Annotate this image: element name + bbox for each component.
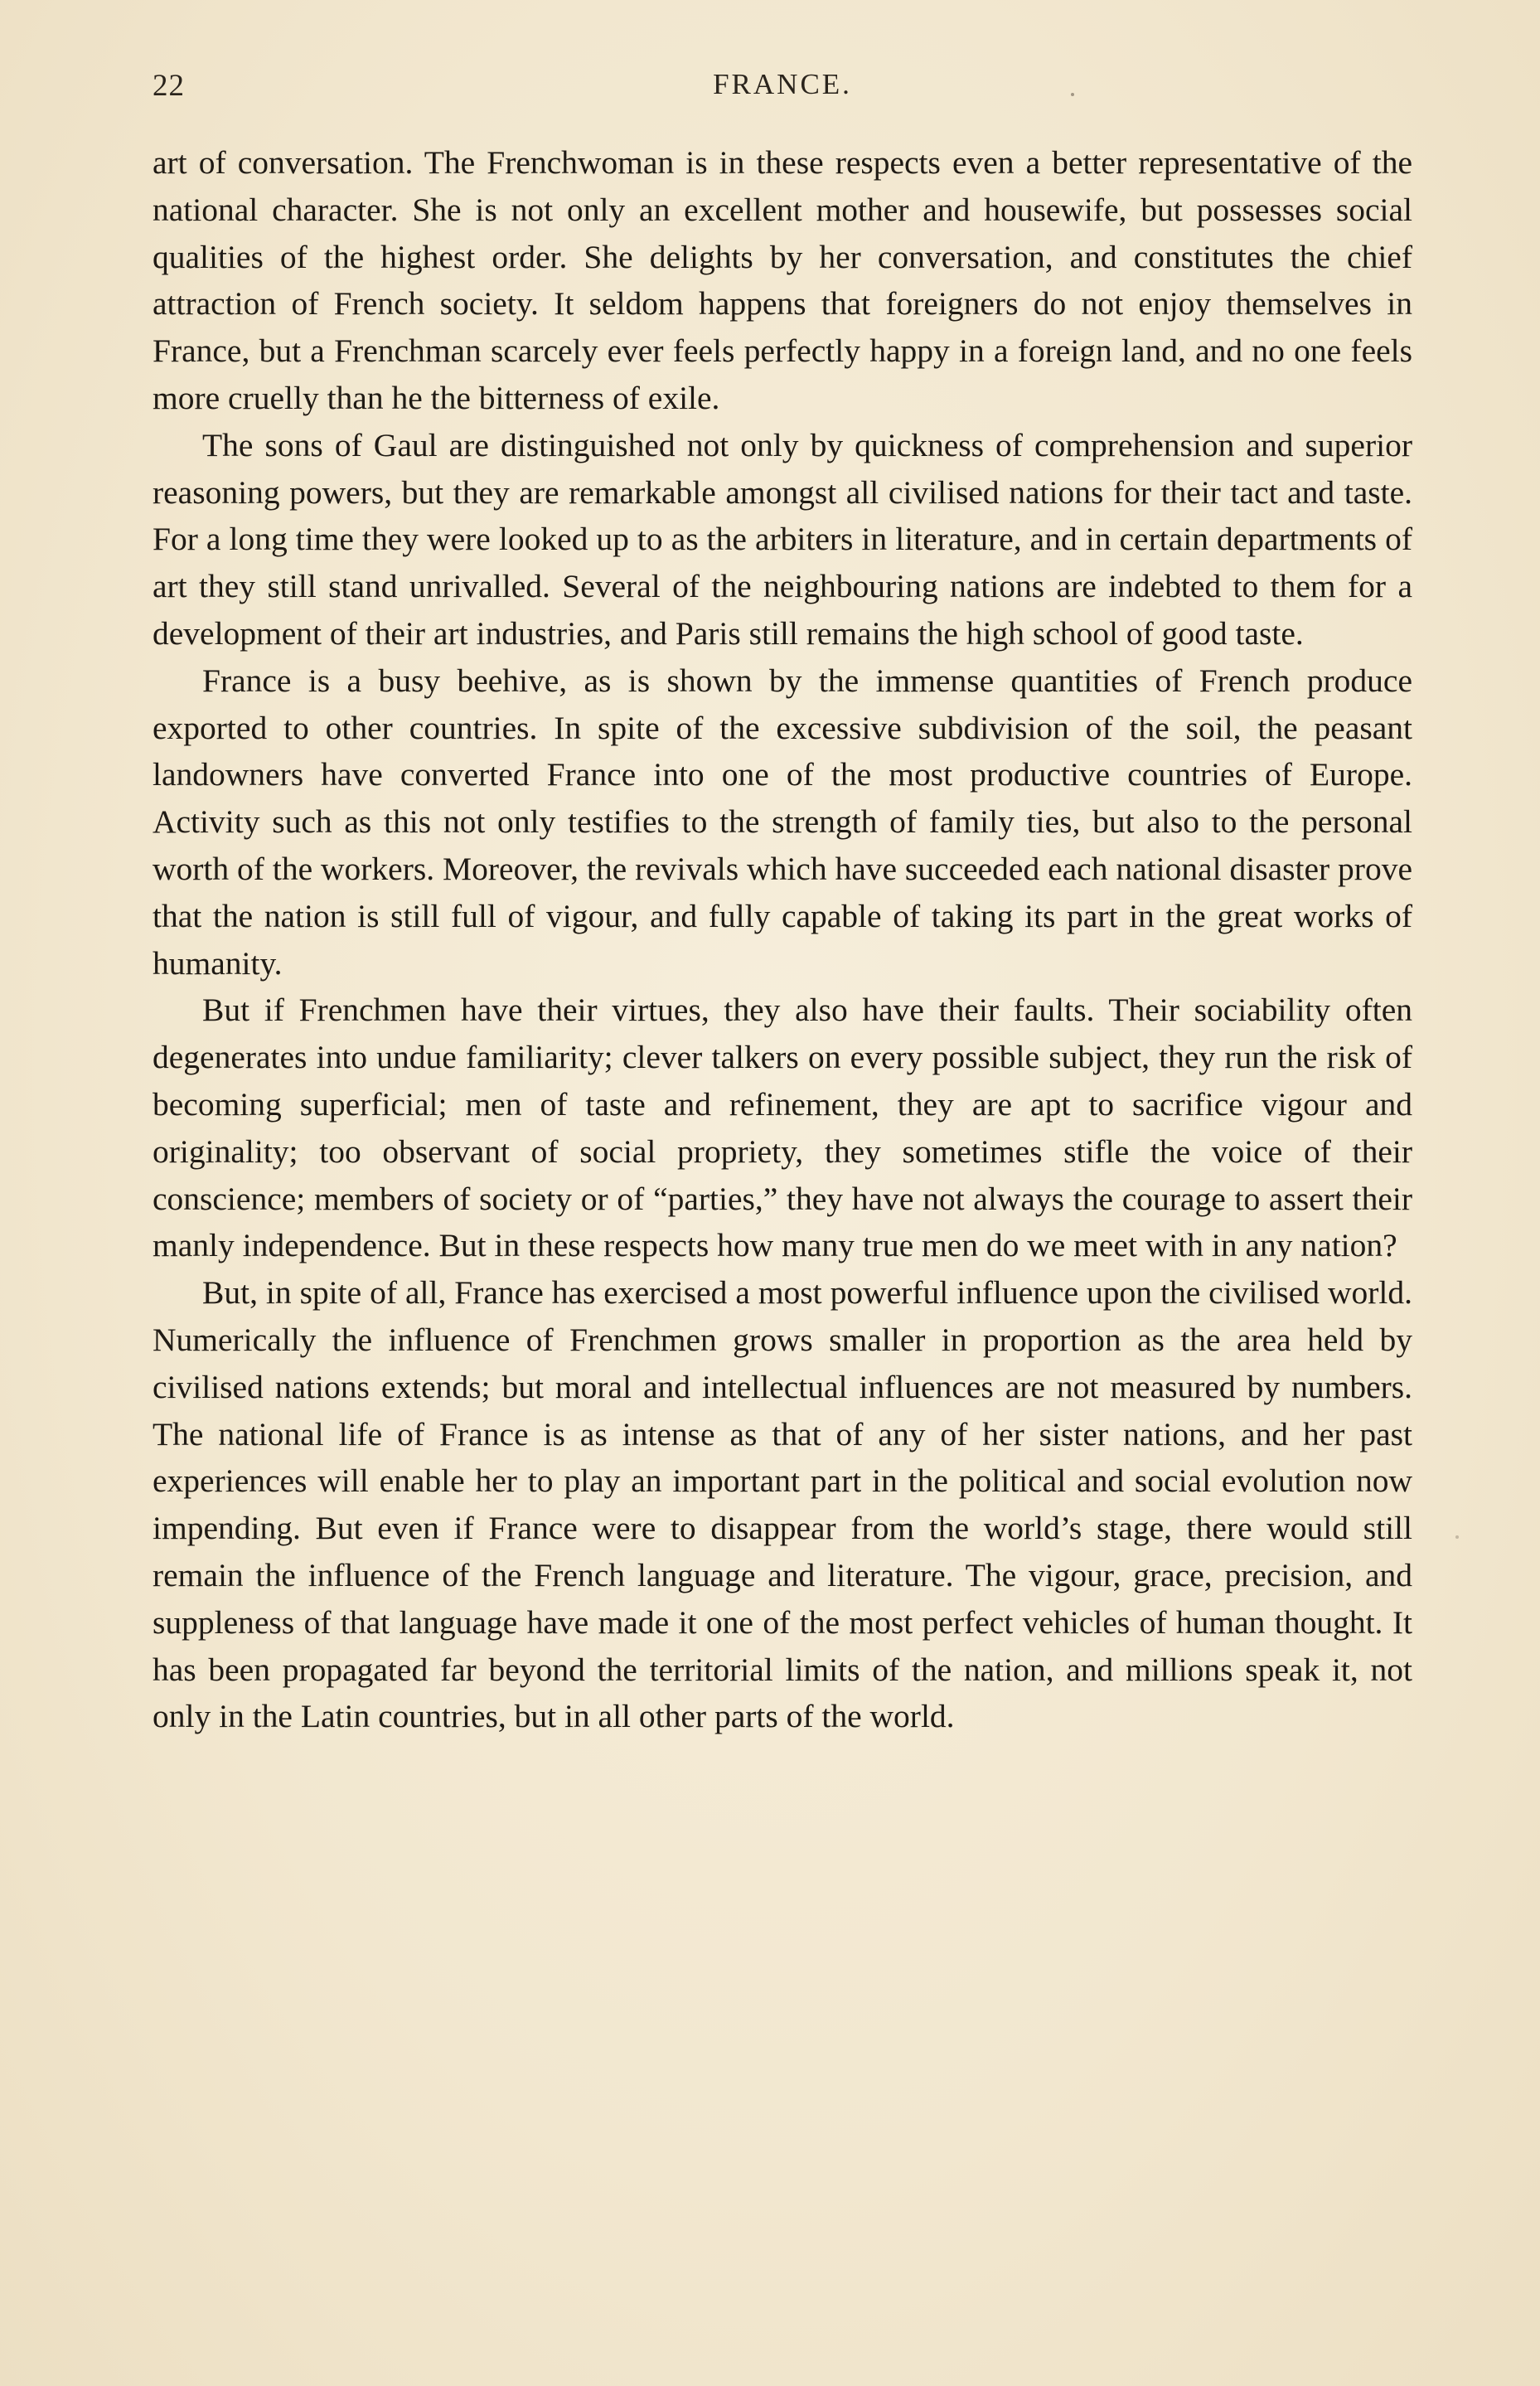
page-header (153, 68, 1412, 118)
running-head: FRANCE. (713, 68, 852, 100)
paragraph: The sons of Gaul are distinguished not only by quickness of comprehension and superior reasoning powers, but they are remarkable amongst all civilised nations for their tact and taste. For a long time they were looked up to as the arbiters in literature, and in certain departments of art they still stand unrivalled. Several of the neighbouring nations are indebted to them for a development of their art industries, and Paris still remains the high school of good taste. (153, 426, 1412, 652)
paragraph: art of conversation. The Frenchwoman is in these respects even a better representative of the national character. She is not only an excellent mother and housewife, but possesses social qualities of the highest order. She delights by her conversation, and constitutes the chief attraction of French society. It seldom happens that foreigners do not enjoy themselves in France, but a Frenchman scarcely ever feels perfectly happy in a foreign land, and no one feels more cruelly than he the bitterness of exile. (153, 144, 1412, 416)
body-text (153, 139, 1412, 1740)
paragraph: But if Frenchmen have their virtues, they also have their faults. Their sociability often degenerates into undue familiarity; clever talkers on every possible subject, they run the risk of becoming superficial; men of taste and refinement, they are apt to sacrifice vigour and originality; too observant of social propriety, they sometimes stifle the voice of their conscience; members of society or of “parties,” they have not always the courage to assert their manly independence. But in these respects how many true men do we meet with in any nation? (153, 992, 1412, 1264)
page-number: 22 (153, 69, 185, 103)
print-speck (1071, 93, 1074, 96)
print-speck (1455, 1535, 1459, 1539)
paragraph: But, in spite of all, France has exercised a most powerful influence upon the civilised world. Numerically the influence of Frenchmen grows smaller in proportion as the area held by civilised nations extends; but moral and intellectual influences are not measured by numbers. The national life of France is as intense as that of any of her sister nations, and her past experiences will enable her to play an important part in the political and social evolution now impending. But even if France were to disappear from the world’s stage, there would still remain the influence of the French language and literature. The vigour, grace, precision, and suppleness of that language have made it one of the most perfect vehicles of human thought. It has been propagated far beyond the territorial limits of the nation, and millions speak it, not only in the Latin countries, but in all other parts of the world. (153, 1274, 1412, 1735)
paragraph: France is a busy beehive, as is shown by the immense quantities of French produce exported to other countries. In spite of the excessive subdivision of the soil, the peasant landowners have converted France into one of the most productive countries of Europe. Activity such as this not only testifies to the strength of family ties, but also to the personal worth of the workers. Moreover, the revivals which have succeeded each national disaster prove that the nation is still full of vigour, and fully capable of taking its part in the great works of humanity. (153, 662, 1412, 982)
